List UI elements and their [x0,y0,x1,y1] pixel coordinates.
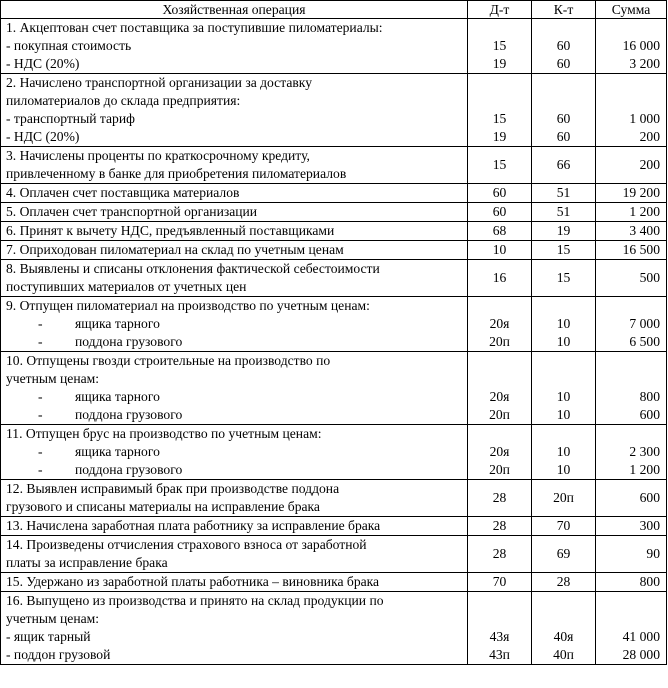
table-row [1,480,667,517]
debit-cell [468,425,532,480]
amount-cell-line [596,19,660,37]
credit-cell: 19 [532,222,596,241]
amount-cell-line: 1 200 [629,462,660,477]
operation-cell [1,425,468,480]
debit-cell [468,352,532,425]
table-row [1,425,667,480]
amount-cell: 600 [596,480,667,517]
operation-line: учетным ценам: [6,371,100,386]
operation-cell [1,184,468,203]
credit-cell: 69 [532,536,596,573]
amount-cell [596,425,667,480]
amount-cell-line [596,92,660,110]
table-row [1,260,667,297]
operation-line: - ящика тарного [38,316,160,331]
debit-cell-line: 19 [492,129,507,144]
operation-cell [1,19,468,74]
operation-line: привлеченному в банке для приобретения пиломатериалов [6,166,347,181]
credit-cell-line: 10 [556,389,571,404]
operation-line: - ящика тарного [38,389,160,404]
debit-cell: 28 [468,517,532,536]
credit-cell-line: 10 [556,444,571,459]
operation-line: 14. Произведены отчисления страхового взноса от заработной [6,537,367,552]
operation-line: поступивших материалов от учетных цен [6,279,247,294]
debit-cell-line [468,425,531,443]
table-row [1,352,667,425]
table-row [1,147,667,184]
credit-cell [532,74,596,147]
operation-cell [1,241,468,260]
credit-cell-line: 60 [556,56,571,71]
debit-cell-line: 20я [489,389,510,404]
debit-cell-line [468,297,531,315]
table-row [1,222,667,241]
credit-cell: 70 [532,517,596,536]
table-row [1,517,667,536]
operation-cell [1,536,468,573]
amount-cell: 1 200 [596,203,667,222]
debit-cell: 15 [468,147,532,184]
header-amount: Сумма [596,1,667,19]
operation-cell [1,297,468,352]
credit-cell: 15 [532,260,596,297]
credit-cell [532,19,596,74]
credit-cell-line: 10 [556,462,571,477]
debit-cell [468,592,532,665]
credit-cell-line [532,352,595,370]
credit-cell: 15 [532,241,596,260]
debit-cell: 60 [468,203,532,222]
credit-cell-line: 10 [556,334,571,349]
debit-cell [468,19,532,74]
amount-cell-line [596,425,660,443]
amount-cell-line [596,297,660,315]
amount-cell: 500 [596,260,667,297]
amount-cell [596,19,667,74]
credit-cell [532,425,596,480]
table-row [1,19,667,74]
credit-cell-line: 60 [556,111,571,126]
credit-cell-line [532,425,595,443]
amount-cell-line: 800 [639,389,660,404]
table-row [1,592,667,665]
credit-cell [532,297,596,352]
debit-cell-line [468,92,531,110]
debit-cell: 68 [468,222,532,241]
operation-cell [1,592,468,665]
operation-line: 16. Выпущено из производства и принято на склад продукции по [6,593,384,608]
operation-line: 13. Начислена заработная плата работнику за исправление брака [6,518,381,533]
credit-cell: 51 [532,203,596,222]
operation-cell [1,147,468,184]
debit-cell-line [468,74,531,92]
credit-cell: 66 [532,147,596,184]
amount-cell-line: 16 000 [622,38,660,53]
debit-cell-line: 20я [489,316,510,331]
operation-line: грузового и списаны материалы на исправление брака [6,499,320,514]
operation-line: 3. Начислены проценты по краткосрочному кредиту, [6,148,310,163]
debit-cell-line: 15 [492,111,507,126]
amount-cell [596,592,667,665]
operation-line: - поддона грузового [38,462,183,477]
operation-cell [1,203,468,222]
amount-cell-line: 1 000 [629,111,660,126]
debit-cell-line: 19 [492,56,507,71]
debit-cell-line [468,610,531,628]
credit-cell: 51 [532,184,596,203]
operation-line: 7. Оприходован пиломатериал на склад по учетным ценам [6,242,344,257]
credit-cell: 28 [532,573,596,592]
credit-cell-line: 10 [556,316,571,331]
operation-line: - НДС (20%) [6,129,80,144]
debit-cell-line [468,19,531,37]
operation-line: - ящика тарного [38,444,160,459]
credit-cell-line [532,370,595,388]
debit-cell-line [468,370,531,388]
operation-line: 10. Отпущены гвозди строительные на производство по [6,353,331,368]
operation-line: учетным ценам: [6,611,100,626]
header-debit: Д-т [468,1,532,19]
operation-line: платы за исправление брака [6,555,168,570]
amount-cell-line: 28 000 [622,647,660,662]
credit-cell-line: 40п [553,647,574,662]
amount-cell-line [596,74,660,92]
operation-cell [1,517,468,536]
operation-cell [1,573,468,592]
table-row [1,573,667,592]
amount-cell-line: 2 300 [629,444,660,459]
amount-cell [596,74,667,147]
credit-cell [532,352,596,425]
amount-cell [596,297,667,352]
table-row [1,241,667,260]
debit-cell-line [468,592,531,610]
debit-cell-line: 20я [489,444,510,459]
operation-line: - НДС (20%) [6,56,80,71]
debit-cell [468,74,532,147]
operation-line: - поддона грузового [38,334,183,349]
credit-cell-line [532,74,595,92]
credit-cell-line [532,610,595,628]
operation-line: - ящик тарный [6,629,91,644]
operation-cell [1,260,468,297]
credit-cell-line: 40я [553,629,574,644]
amount-cell-line [596,592,660,610]
table-row [1,536,667,573]
amount-cell: 200 [596,147,667,184]
amount-cell-line: 600 [639,407,660,422]
debit-cell-line: 20п [489,407,510,422]
amount-cell: 3 400 [596,222,667,241]
amount-cell [596,352,667,425]
debit-cell: 70 [468,573,532,592]
operation-cell [1,480,468,517]
debit-cell: 28 [468,480,532,517]
operation-line: 1. Акцептован счет поставщика за поступившие пиломатериалы: [6,20,383,35]
debit-cell-line: 15 [492,38,507,53]
debit-cell-line [468,352,531,370]
debit-cell-line: 20п [489,462,510,477]
operation-line: - транспортный тариф [6,111,135,126]
debit-cell: 60 [468,184,532,203]
table-row [1,297,667,352]
amount-cell: 19 200 [596,184,667,203]
operation-cell [1,352,468,425]
header-credit: К-т [532,1,596,19]
header-row [1,1,667,19]
operation-line: 11. Отпущен брус на производство по учетным ценам: [6,426,322,441]
operation-line: - поддона грузового [38,407,183,422]
header-operation: Хозяйственная операция [1,1,468,19]
credit-cell: 20п [532,480,596,517]
operation-line: - покупная стоимость [6,38,132,53]
amount-cell-line [596,370,660,388]
debit-cell-line: 43п [489,647,510,662]
debit-cell [468,297,532,352]
amount-cell-line: 200 [639,129,660,144]
credit-cell-line [532,297,595,315]
debit-cell: 28 [468,536,532,573]
table-row [1,203,667,222]
operation-line: пиломатериалов до склада предприятия: [6,93,241,108]
operation-cell [1,222,468,241]
table-row [1,184,667,203]
credit-cell-line [532,592,595,610]
credit-cell [532,592,596,665]
operation-line: 5. Оплачен счет транспортной организации [6,204,258,219]
journal-rows [1,19,667,665]
operation-cell [1,74,468,147]
operation-line: 12. Выявлен исправимый брак при производстве поддона [6,481,340,496]
amount-cell: 90 [596,536,667,573]
operation-line: 9. Отпущен пиломатериал на производство по учетным ценам: [6,298,370,313]
operation-line: 15. Удержано из заработной платы работника – виновника брака [6,574,380,589]
amount-cell-line: 3 200 [629,56,660,71]
amount-cell-line: 41 000 [622,629,660,644]
credit-cell-line [532,19,595,37]
amount-cell-line [596,352,660,370]
amount-cell-line: 6 500 [629,334,660,349]
operation-line: 2. Начислено транспортной организации за доставку [6,75,312,90]
credit-cell-line: 60 [556,38,571,53]
amount-cell: 300 [596,517,667,536]
credit-cell-line: 60 [556,129,571,144]
debit-cell: 10 [468,241,532,260]
operation-line: 8. Выявлены и списаны отклонения фактической себестоимости [6,261,380,276]
amount-cell: 16 500 [596,241,667,260]
operation-line: 6. Принят к вычету НДС, предъявленный поставщиками [6,223,335,238]
amount-cell: 800 [596,573,667,592]
credit-cell-line [532,92,595,110]
debit-cell-line: 43я [489,629,510,644]
credit-cell-line: 10 [556,407,571,422]
debit-cell: 16 [468,260,532,297]
operation-line: 4. Оплачен счет поставщика материалов [6,185,240,200]
operation-line: - поддон грузовой [6,647,111,662]
amount-cell-line: 7 000 [629,316,660,331]
table-row [1,74,667,147]
debit-cell-line: 20п [489,334,510,349]
amount-cell-line [596,610,660,628]
